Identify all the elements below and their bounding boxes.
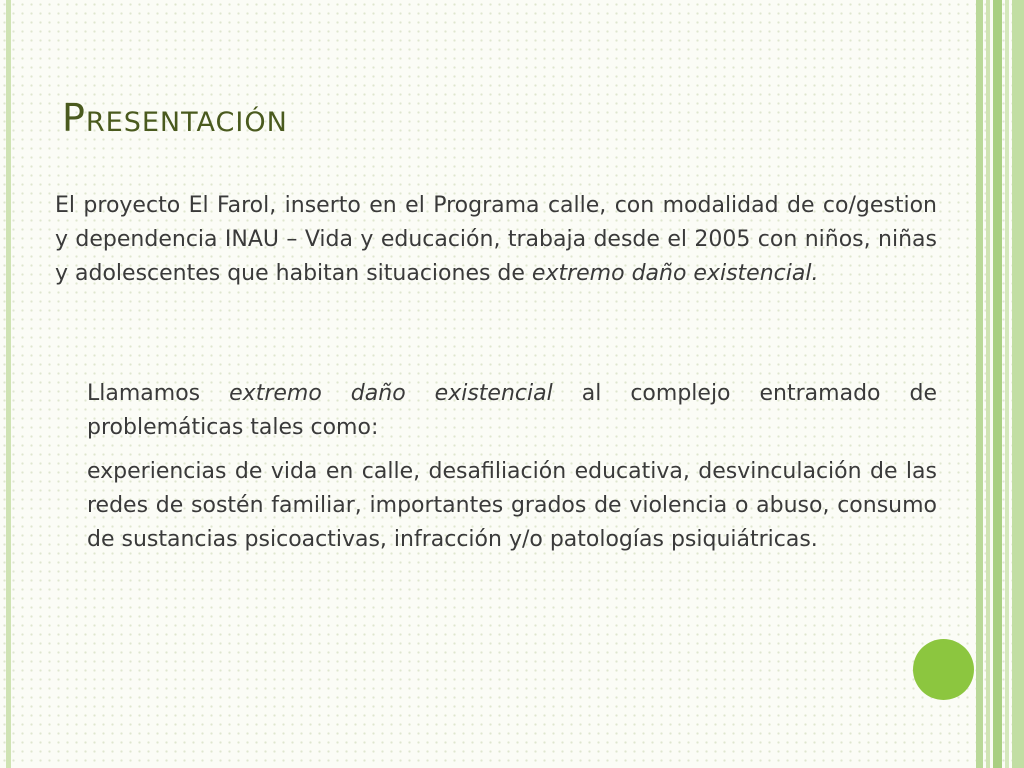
left-border-decoration (6, 0, 11, 768)
intro-paragraph (55, 189, 937, 291)
definition-text-after: al complejo entramado de problemáticas tales como: (87, 381, 938, 440)
right-stripes-decoration (976, 0, 1024, 768)
green-circle-decoration (913, 639, 974, 700)
definition-paragraph (87, 377, 937, 445)
slide-title: Presentación (62, 96, 288, 140)
definition-text-before: Llamamos (87, 381, 230, 406)
definition-italic-term: extremo daño existencial (229, 381, 553, 406)
intro-italic-term: extremo daño existencial. (531, 261, 819, 286)
problems-paragraph: experiencias de vida en calle, desafiliación educativa, desvinculación de las redes de sostén familiar, importantes grados de violencia o abuso, consumo de sustancias psicoactivas, infracción y/o patologías psiquiátricas. (87, 459, 937, 552)
intro-text: El proyecto El Farol, inserto en el Programa calle, con modalidad de co/gestion y dependencia INAU – Vida y educación, trabaja desde el 2005 con niños, niñas y adolescentes que habitan situaciones de (55, 193, 937, 286)
